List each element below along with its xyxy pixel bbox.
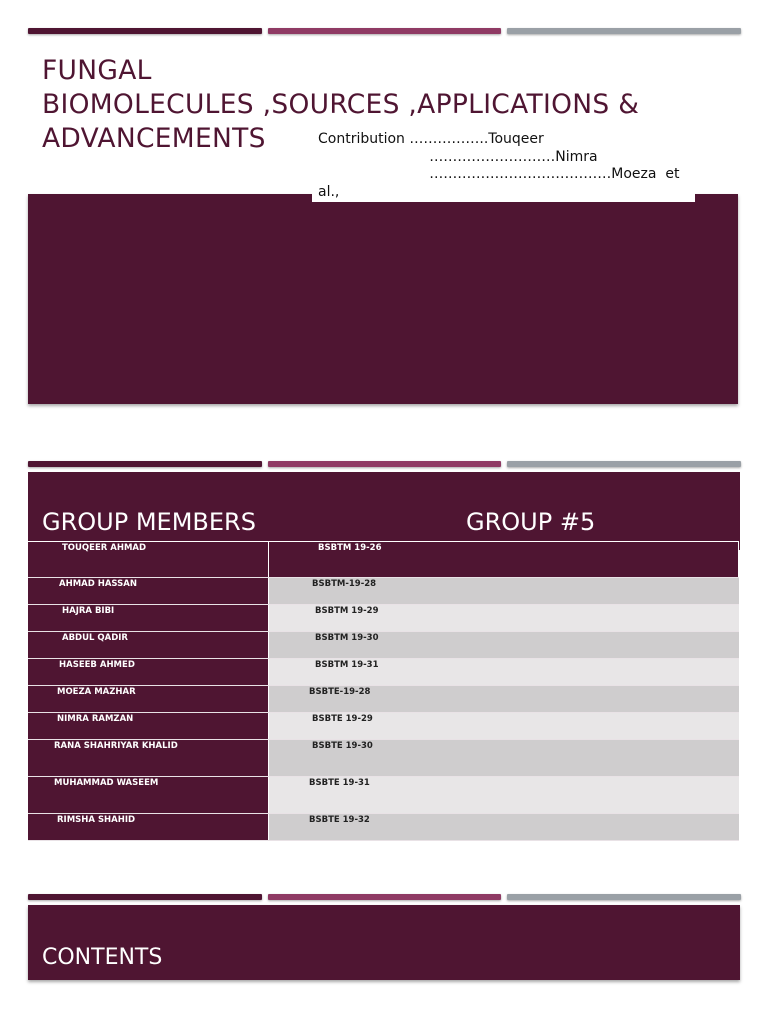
member-name: NIMRA RAMZAN: [57, 714, 134, 724]
accent-bar-gray: [507, 894, 741, 900]
member-name: HAJRA BIBI: [62, 606, 115, 616]
table-row: [28, 814, 739, 841]
member-name-cell: [28, 686, 269, 712]
title-banner: [28, 194, 738, 404]
member-id: BSBTE 19-32: [309, 815, 370, 825]
contents-banner: [28, 905, 740, 980]
member-id-cell: [269, 777, 739, 813]
slide2-accent-bars: [28, 461, 741, 469]
member-id-cell: [269, 740, 739, 776]
title-line: FUNGAL: [42, 55, 152, 86]
table-row: [28, 777, 739, 814]
table-row: [28, 740, 739, 777]
member-id: BSBTM-19-28: [312, 579, 377, 589]
title-line: BIOMOLECULES ,SOURCES ,APPLICATIONS &: [42, 89, 640, 120]
member-name: MUHAMMAD WASEEM: [54, 778, 159, 788]
contribution-line: …………………………………Moeza et: [318, 166, 680, 182]
group-number-label: GROUP #5: [466, 508, 596, 536]
table-row: [28, 659, 739, 686]
table-row: [28, 713, 739, 740]
member-name: RANA SHAHRIYAR KHALID: [54, 741, 178, 751]
member-name: ABDUL QADIR: [62, 633, 128, 643]
member-id: BSBTE 19-31: [309, 778, 370, 788]
member-name-cell: [28, 740, 269, 776]
contribution-line: ………………………Nimra: [318, 148, 598, 165]
member-id: BSBTM 19-29: [315, 606, 379, 616]
member-id: BSBTE-19-28: [309, 687, 371, 697]
member-id-cell: [269, 541, 739, 577]
member-name: AHMAD HASSAN: [59, 579, 137, 589]
table-row: [28, 686, 739, 713]
table-row: [28, 578, 739, 605]
slide1-accent-bars: [28, 28, 741, 36]
member-id: BSBTE 19-30: [312, 741, 373, 751]
accent-bar-magenta: [268, 28, 502, 34]
member-id-cell: [269, 605, 739, 631]
accent-bar-magenta: [268, 461, 502, 467]
member-name: TOUQEER AHMAD: [62, 543, 147, 553]
member-name: MOEZA MAZHAR: [57, 687, 136, 697]
member-name-cell: [28, 777, 269, 813]
member-id-cell: [269, 713, 739, 739]
member-name-cell: [28, 541, 269, 577]
accent-bar-dark: [28, 28, 262, 34]
member-name-cell: [28, 578, 269, 604]
accent-bar-dark: [28, 461, 262, 467]
table-row: [28, 632, 739, 659]
accent-bar-gray: [507, 28, 741, 34]
member-id: BSBTM 19-30: [315, 633, 379, 643]
member-id-cell: [269, 686, 739, 712]
member-id-cell: [269, 578, 739, 604]
member-id-cell: [269, 632, 739, 658]
member-id: BSBTE 19-29: [312, 714, 373, 724]
member-name: RIMSHA SHAHID: [57, 815, 136, 825]
contribution-box: [312, 128, 695, 202]
member-id-cell: [269, 659, 739, 685]
table-row: [28, 605, 739, 632]
member-name-cell: [28, 659, 269, 685]
group-members-header: [28, 472, 740, 550]
contribution-line: al.,: [318, 183, 340, 200]
group-members-heading: GROUP MEMBERS: [42, 508, 256, 536]
accent-bar-gray: [507, 461, 741, 467]
member-name-cell: [28, 605, 269, 631]
contribution-line: Contribution ……………..Touqeer: [318, 131, 544, 147]
accent-bar-dark: [28, 894, 262, 900]
member-id: BSBTM 19-26: [318, 543, 382, 553]
member-name: HASEEB AHMED: [59, 660, 135, 670]
group-members-slide: [28, 472, 740, 844]
member-name-cell: [28, 632, 269, 658]
members-table: [28, 541, 739, 841]
slide3-accent-bars: [28, 894, 741, 902]
accent-bar-magenta: [268, 894, 502, 900]
member-name-cell: [28, 814, 269, 840]
member-id-cell: [269, 814, 739, 840]
title-line: ADVANCEMENTS: [42, 123, 266, 154]
member-id: BSBTM 19-31: [315, 660, 379, 670]
table-row: [28, 541, 739, 578]
member-name-cell: [28, 713, 269, 739]
contents-heading: CONTENTS: [42, 945, 163, 970]
